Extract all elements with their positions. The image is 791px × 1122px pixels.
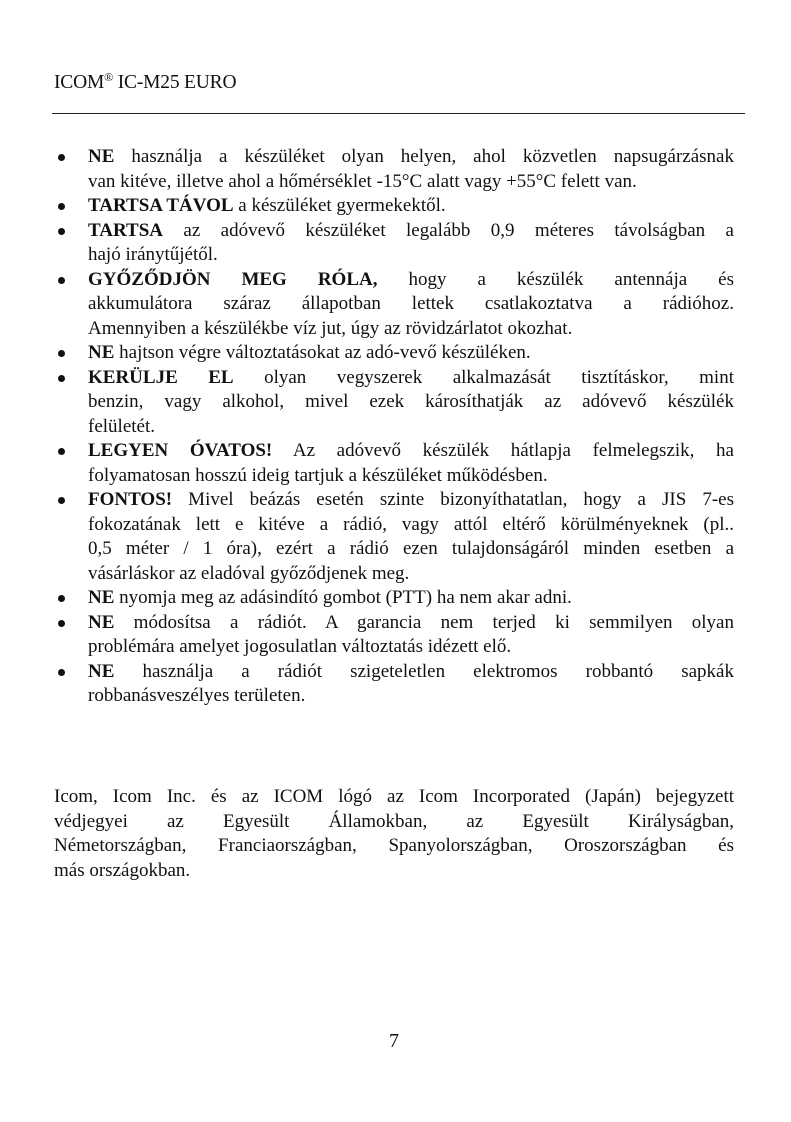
running-header — [54, 70, 236, 94]
line-text: problémára amelyet jogosulatlan változtatás idézett elő. — [88, 636, 512, 657]
line-text: hajtson végre változtatásokat az adó-vevő készüléken. — [114, 342, 531, 363]
text-line — [88, 366, 734, 391]
bold-keyword: GYŐZŐDJÖN MEG RÓLA, — [88, 268, 378, 290]
line-text: vásárláskor az eladóval győződjenek meg. — [88, 562, 410, 584]
text-line — [88, 439, 734, 464]
bullet-icon — [58, 277, 65, 284]
line-text: Amennyiben a készülékbe víz jut, úgy az rövidzárlatot okozhat. — [88, 317, 573, 339]
text-line — [88, 537, 734, 562]
bullet-icon — [58, 620, 65, 627]
registered-mark: ® — [104, 70, 114, 84]
line-text: használja a rádiót szigeteletlen elektromos robbantó sapkák — [114, 660, 734, 682]
line-text: módosítsa a rádiót. A garancia nem terjed ki semmilyen olyan — [114, 611, 734, 633]
bullet-icon — [58, 669, 65, 676]
bullet-icon — [58, 448, 65, 455]
bullet-icon — [58, 497, 65, 504]
text-line — [88, 562, 734, 587]
bold-keyword: LEGYEN ÓVATOS! — [88, 440, 273, 461]
line-text: 0,5 méter / 1 óra), ezért a rádió ezen tulajdonságáról minden esetben a — [88, 538, 734, 559]
bullet-icon — [58, 595, 65, 602]
bold-keyword: FONTOS! — [88, 489, 173, 510]
bullet-item — [54, 268, 734, 342]
line-text: akkumulátora száraz állapotban lettek csatlakoztatva a rádióhoz. — [88, 293, 734, 314]
bullet-item — [54, 439, 734, 488]
text-line — [88, 513, 734, 538]
text-line — [88, 684, 734, 709]
safety-bullet-list — [54, 145, 734, 709]
trademark-paragraph — [54, 785, 734, 883]
text-line — [88, 635, 734, 660]
line-text: van kitéve, illetve ahol a hőmérséklet -15°C alatt vagy +55°C felett van. — [88, 170, 637, 192]
bold-keyword: NE — [88, 342, 115, 363]
bold-keyword: KERÜLJE EL — [88, 366, 234, 388]
line-text: felületét. — [88, 415, 155, 437]
text-line — [88, 390, 734, 415]
page-number: 7 — [389, 1030, 399, 1052]
text-line: más országokban. — [54, 859, 191, 881]
bullet-item — [54, 660, 734, 709]
line-text: folyamatosan hosszú ideig tartjuk a készüléket működésben. — [88, 464, 548, 486]
bullet-item — [54, 611, 734, 660]
text-line — [88, 170, 734, 195]
line-text: Mivel beázás esetén szinte bizonyíthatatlan, hogy a JIS 7-es — [172, 489, 734, 510]
bullet-item — [54, 488, 734, 586]
text-line — [88, 611, 734, 636]
text-line — [88, 586, 734, 611]
text-line — [88, 243, 734, 268]
text-line: Icom, Icom Inc. és az ICOM lógó az Icom Incorporated (Japán) bejegyzett — [54, 786, 734, 807]
bullet-item — [54, 586, 734, 611]
bullet-icon — [58, 154, 65, 161]
bold-keyword: NE — [88, 660, 115, 682]
text-line — [88, 464, 734, 489]
text-line — [88, 194, 734, 219]
bullet-icon — [58, 375, 65, 382]
bullet-icon — [58, 350, 65, 357]
bold-keyword: NE — [88, 587, 115, 608]
bold-keyword: NE — [88, 611, 115, 633]
line-text: Az adóvevő készülék hátlapja felmelegszik, ha — [272, 440, 734, 461]
bold-keyword: TARTSA TÁVOL — [88, 195, 234, 216]
line-text: használja a készüléket olyan helyen, ahol közvetlen napsugárzásnak — [114, 146, 734, 167]
text-line — [88, 292, 734, 317]
text-line — [88, 219, 734, 244]
bold-keyword: TARTSA — [88, 219, 163, 241]
line-text: hajó iránytűjétől. — [88, 244, 218, 265]
text-line: védjegyei az Egyesült Államokban, az Egyesült Királyságban, — [54, 810, 734, 832]
line-text: az adóvevő készüléket legalább 0,9 méteres távolságban a — [163, 219, 734, 241]
header-model: IC-M25 EURO — [117, 72, 237, 93]
bullet-icon — [58, 228, 65, 235]
text-line — [88, 415, 734, 440]
bullet-icon — [58, 203, 65, 210]
text-line — [88, 341, 734, 366]
header-brand: ICOM — [54, 72, 105, 93]
line-text: nyomja meg az adásindító gombot (PTT) ha nem akar adni. — [114, 587, 572, 608]
text-line: Németországban, Franciaországban, Spanyolországban, Oroszországban és — [54, 835, 734, 856]
bullet-item — [54, 366, 734, 440]
bullet-item — [54, 341, 734, 366]
bullet-item — [54, 219, 734, 268]
line-text: robbanásveszélyes területen. — [88, 685, 306, 706]
line-text: hogy a készülék antennája és — [377, 268, 734, 290]
line-text: olyan vegyszerek alkalmazását tisztításkor, mint — [233, 366, 734, 388]
bullet-item — [54, 145, 734, 194]
line-text: a készüléket gyermekektől. — [233, 195, 446, 216]
bold-keyword: NE — [88, 146, 115, 167]
text-line — [88, 317, 734, 342]
line-text: fokozatának lett e kitéve a rádió, vagy attól eltérő körülményeknek (pl.. — [88, 513, 734, 535]
bullet-item — [54, 194, 734, 219]
header-rule — [52, 113, 745, 114]
line-text: benzin, vagy alkohol, mivel ezek károsíthatják az adóvevő készülék — [88, 391, 734, 412]
text-line — [88, 268, 734, 293]
text-line — [88, 660, 734, 685]
text-line — [88, 145, 734, 170]
text-line — [88, 488, 734, 513]
